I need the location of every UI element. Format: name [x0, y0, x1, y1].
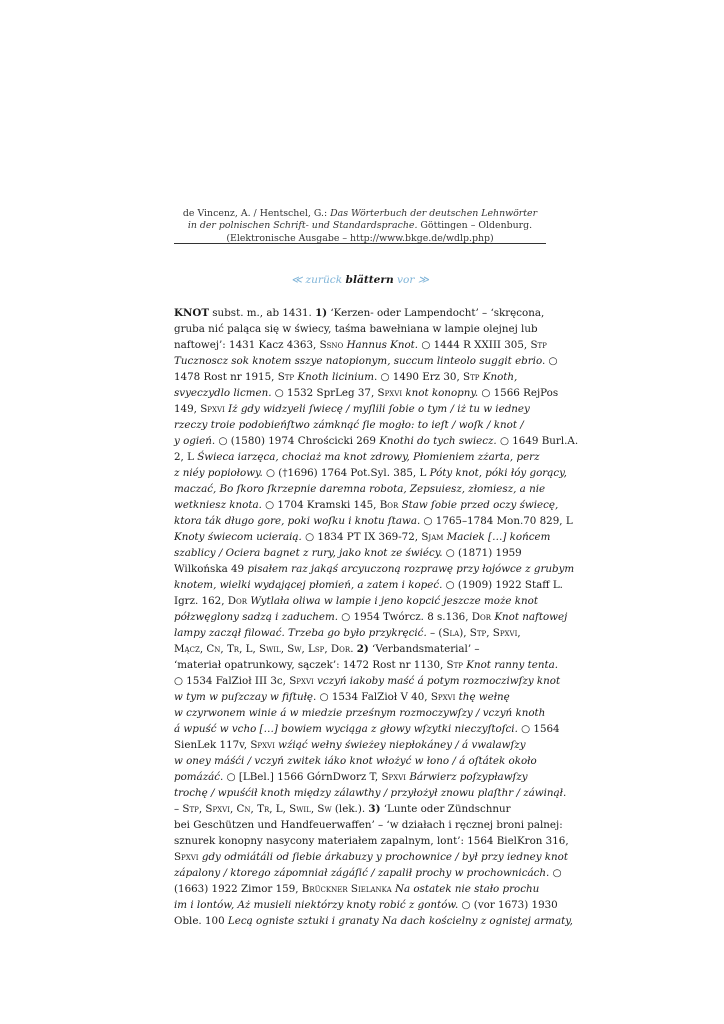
- source-abbreviation: Sw: [287, 643, 302, 655]
- plain-text: ,: [310, 803, 318, 815]
- plain-text: ),: [459, 627, 470, 639]
- plain-text: ○ 1532 SprLeg 37,: [271, 387, 378, 399]
- quotation-text: knot konopny.: [405, 387, 479, 399]
- quotation-text: półzwęglony sadzą i zaduchem.: [174, 611, 339, 623]
- entry-line: [174, 737, 546, 753]
- quotation-text: Wytlała oliwa w lampie i jeno kopcić jeszcze może knot: [250, 595, 538, 607]
- quotation-text: y ogień.: [174, 435, 216, 447]
- plain-text: ,: [220, 643, 227, 655]
- plain-text: Igrz. 162,: [174, 595, 228, 607]
- entry-line: [174, 385, 559, 401]
- plain-text: ○: [549, 867, 562, 879]
- entry-line: [174, 417, 546, 433]
- plain-text: ○ 1704 Kramski 145,: [261, 499, 380, 511]
- quotation-text: lampy zaczął filować. Trzeba go było przykręcić.: [174, 627, 427, 639]
- entry-line: [174, 609, 568, 625]
- plain-text: ○ (vor 1673) 1930: [458, 899, 558, 911]
- source-abbreviation: Spxvi: [289, 675, 314, 687]
- plain-text: ○ (1580) 1974 Chrościcki 269: [215, 435, 380, 447]
- plain-text: sznurek konopny nasycony materiałem zapalnym, lont’: 1564 BielKron 316,: [174, 835, 569, 847]
- quotation-text: Knot naftowej: [494, 611, 568, 623]
- entry-line: [174, 881, 546, 897]
- source-abbreviation: Swil: [259, 643, 281, 655]
- entry-line: [174, 785, 567, 801]
- entry-line: [174, 337, 546, 353]
- source-abbreviation: Mącz: [174, 643, 200, 655]
- citation-title-part-2: in der polnischen Schrift- und Standardsprache.: [187, 220, 418, 232]
- source-abbreviation: Spxvi: [381, 771, 407, 783]
- entry-line: [174, 545, 546, 561]
- plain-text: ,: [198, 803, 206, 815]
- plain-text: ‘Lunte oder Zündschnur: [380, 803, 511, 815]
- citation-edition: (Elektronische Ausgabe – http://www.bkge.de/wdlp.php): [226, 232, 494, 244]
- plain-text: ,: [324, 643, 331, 655]
- entry-line: [174, 353, 558, 369]
- quotation-text: w oney máśći / vczyń zwitek iáko knot włożyć w łono / á oſtátek około: [174, 755, 537, 767]
- entry-line: [174, 465, 567, 481]
- source-abbreviation: Bor: [379, 499, 399, 511]
- entry-line: [174, 481, 546, 497]
- entry-line: [174, 817, 563, 833]
- source-abbreviation: Spxvi: [200, 403, 225, 415]
- citation-publisher: Göttingen – Oldenburg.: [417, 220, 533, 232]
- source-abbreviation: Stp: [182, 803, 199, 815]
- plain-text: ,: [280, 643, 288, 655]
- quotation-text: pomázáć.: [174, 771, 224, 783]
- quotation-text: wetkniesz knota.: [174, 499, 262, 511]
- entry-line: [174, 497, 559, 513]
- entry-line: [174, 369, 546, 385]
- quotation-text: szablicy / Ociera bagnet z rury, jako knot ze świécy.: [174, 547, 443, 559]
- entry-line: [174, 849, 569, 865]
- quotation-text: Świeca iarzęca, chociaż ma knot zdrowy, Płomieniem zżarta, perz: [197, 451, 540, 463]
- entry-line: [174, 561, 575, 577]
- quotation-text: thę wełnę: [458, 691, 510, 703]
- source-abbreviation: Spxvi: [174, 851, 199, 863]
- quotation-text: Iż gdy widzyeli ſwiecę / myſlili ſobie o tym / iż tu w iedney: [228, 403, 530, 415]
- source-abbreviation: Spxvi: [492, 627, 518, 639]
- source-abbreviation: Stp: [530, 339, 547, 351]
- quotation-text: trochę / wpuśćił knoth między zálawthy / przyłożył znowu plaſthr / záwinął.: [174, 787, 567, 799]
- plain-text: ○ 1954 Twórcz. 8 s.136,: [338, 611, 472, 623]
- entry-line: [174, 401, 546, 417]
- source-abbreviation: Cn: [236, 803, 251, 815]
- quotation-text: Staw ſobie przed oczy świecę,: [401, 499, 559, 511]
- plain-text: .: [350, 643, 357, 655]
- plain-text: ,: [199, 643, 207, 655]
- source-abbreviation: Spxvi: [205, 803, 230, 815]
- source-abbreviation: Tr: [257, 803, 270, 815]
- entry-line: [174, 625, 546, 641]
- quotation-text: Knothi do tych swiecz.: [379, 435, 497, 447]
- plain-text: ○ 1534 FalZioł III 3c,: [174, 675, 290, 687]
- citation-title-part-1: Das Wörterbuch der deutschen Lehnwörter: [330, 208, 538, 219]
- plain-text: ○ 1444 R XXIII 305,: [418, 339, 531, 351]
- quotation-text: gdy odmiátáli od ſiebie árkabuzy y prochownice / był przy iedney knot: [201, 851, 569, 863]
- forward-link[interactable]: vor ≫: [397, 274, 429, 286]
- plain-text: 2, L: [174, 451, 198, 463]
- plain-text: ○ 1534 FalZioł V 40,: [316, 691, 431, 703]
- bold-text: 2): [356, 643, 369, 655]
- plain-text: bei Geschützen und Handfeuerwaffen’ – ‘w działach i ręcznej broni palnej:: [174, 819, 563, 831]
- quotation-text: Na ostatek nie stało prochu: [394, 883, 540, 895]
- entry-line: [174, 513, 573, 529]
- quotation-text: rzeczy troie podobieńſtwo zámknąć ſie mogło: to ieſt / woſk / knot /: [174, 419, 524, 431]
- source-abbreviation: Stp: [469, 627, 487, 639]
- header-divider: [174, 243, 546, 244]
- citation-line-1: [174, 208, 546, 220]
- entry-line: [174, 673, 561, 689]
- plain-text: 149,: [174, 403, 201, 415]
- entry-line: [174, 657, 559, 673]
- quotation-text: knotem, wielki wydającej płomień, a zatem i kopeć.: [174, 579, 443, 591]
- quotation-text: pisałem raz jakąś arcyuczoną rozprawę przy łojówce z grubym: [247, 563, 575, 575]
- page-navigation: [174, 274, 546, 286]
- entry-line: [174, 753, 546, 769]
- entry-line: [174, 449, 546, 465]
- entry-line: [174, 529, 551, 545]
- source-abbreviation: Spxvi: [430, 691, 456, 703]
- source-abbreviation: Dor: [330, 643, 351, 655]
- quotation-text: á wpuść w vcho […] bowiem wyciąga z głowy wſzytki nieczyſtoſci.: [174, 723, 518, 735]
- plain-text: –: [174, 803, 183, 815]
- plain-text: gruba nić paląca się w świecy, taśma bawełniana w lampie olejnej lub: [174, 323, 538, 335]
- plain-text: ○ 1649 Burl.A.: [496, 435, 579, 447]
- source-abbreviation: Dor: [227, 595, 248, 607]
- plain-text: ○: [545, 355, 558, 367]
- plain-text: ○ (1871) 1959: [442, 547, 522, 559]
- plain-text: ○ (†1696) 1764 Pot.Syl. 385, L: [262, 467, 430, 479]
- quotation-text: im i lontów, Aż musieli niektórzy knoty robić z gontów.: [174, 899, 459, 911]
- entry-line: [174, 593, 546, 609]
- plain-text: ,: [301, 643, 309, 655]
- source-abbreviation: Sjam: [421, 531, 444, 543]
- plain-text: ,: [229, 803, 237, 815]
- dictionary-entry: [174, 305, 579, 929]
- plain-text: , L,: [239, 643, 260, 655]
- citation-line-2: [174, 220, 546, 232]
- plain-text: ,: [517, 627, 521, 639]
- quotation-text: Knoty świecom ucieraią.: [174, 531, 302, 543]
- source-abbreviation: Cn: [206, 643, 221, 655]
- plain-text: ○ 1834 PT IX 369-72,: [301, 531, 422, 543]
- quotation-text: w tym w puſzczay w fiſtułę.: [174, 691, 317, 703]
- plain-text: ○ 1765–1784 Mon.70 829, L: [420, 515, 573, 527]
- headword: KNOT: [174, 307, 209, 319]
- source-abbreviation: Sla: [442, 627, 460, 639]
- plain-text: , L,: [269, 803, 290, 815]
- entry-line: [174, 321, 546, 337]
- source-abbreviation: Stp: [446, 659, 463, 671]
- entry-line: [174, 305, 546, 321]
- entry-line: [174, 577, 563, 593]
- plain-text: ‘materiał opatrunkowy, sączek’: 1472 Rost nr 1130,: [174, 659, 447, 671]
- citation-authors: de Vincenz, A. / Hentschel, G.:: [182, 208, 331, 219]
- plain-text: Wilkońska 49: [174, 563, 248, 575]
- quotation-text: Tucznoscz sok knotem sszye natopionym, succum linteolo suggit ebrio.: [174, 355, 546, 367]
- entry-line: [174, 801, 546, 817]
- source-abbreviation: Tr: [226, 643, 240, 655]
- quotation-text: Lecą ogniste sztuki i granaty Na dach kościelny z ognistej armaty,: [227, 915, 573, 927]
- source-abbreviation: Sw: [317, 803, 332, 815]
- entry-line: [174, 721, 560, 737]
- quotation-text: maczać, Bo ſkoro ſkrzepnie daremna robota, Zepsuiesz, złomiesz, a nie: [174, 483, 546, 495]
- quotation-text: Póty knot, póki łóy gorący,: [429, 467, 567, 479]
- entry-line: [174, 641, 546, 657]
- quotation-text: Knoth licinium.: [297, 371, 378, 383]
- plain-text: naftowej’: 1431 Kacz 4363,: [174, 339, 320, 351]
- quotation-text: w czyrwonem winie á w miedzie prześnym rozmoczywſzy / vczyń knoth: [174, 707, 546, 719]
- quotation-text: Knot ranny tenta.: [466, 659, 559, 671]
- bold-text: 1): [315, 307, 328, 319]
- source-abbreviation: Ssno: [319, 339, 344, 351]
- quotation-text: z niéy popiołowy.: [174, 467, 263, 479]
- quotation-text: Knoth,: [482, 371, 518, 383]
- plain-text: ,: [486, 627, 493, 639]
- plain-text: – (: [426, 627, 443, 639]
- plain-text: SienLek 117v,: [174, 739, 251, 751]
- quotation-text: wźiąć wełny świeżey niepłokáney / á vwalawſzy: [278, 739, 526, 751]
- plain-text: ○ 1566 RejPos: [478, 387, 559, 399]
- source-abbreviation: Stp: [277, 371, 295, 383]
- source-abbreviation: Swil: [289, 803, 311, 815]
- entry-line: [174, 897, 558, 913]
- quotation-text: Bárwierz poſzypławſzy: [409, 771, 528, 783]
- plain-text: subst. m., ab 1431.: [209, 307, 316, 319]
- plain-text: ○ 1490 Erz 30,: [377, 371, 464, 383]
- source-abbreviation: Stp: [463, 371, 480, 383]
- source-abbreviation: Brückner Sielanka: [301, 883, 392, 895]
- plain-text: ‘Verbandsmaterial’ –: [368, 643, 480, 655]
- plain-text: (lek.).: [331, 803, 369, 815]
- entry-line: [174, 769, 546, 785]
- bold-text: 3): [368, 803, 381, 815]
- entry-line: [174, 865, 562, 881]
- source-abbreviation: Dor: [471, 611, 492, 623]
- quotation-text: vczyń iakoby maść á potym rozmocziwſzy knot: [317, 675, 561, 687]
- source-abbreviation: Spxvi: [377, 387, 403, 399]
- plain-text: ○ [LBel.] 1566 GórnDworz T,: [223, 771, 382, 783]
- plain-text: ○ (1909) 1922 Staff L.: [442, 579, 563, 591]
- browse-label: blättern: [345, 274, 394, 286]
- plain-text: ○ 1564: [517, 723, 560, 735]
- plain-text: Oble. 100: [174, 915, 228, 927]
- source-abbreviation: Lsp: [308, 643, 325, 655]
- plain-text: ‘Kerzen- oder Lampendocht’ – ‘skręcona,: [327, 307, 545, 319]
- source-abbreviation: Spxvi: [250, 739, 275, 751]
- quotation-text: ktora ták długo gore, poki woſku i knotu ſtawa.: [174, 515, 421, 527]
- quotation-text: Hannus Knot.: [346, 339, 419, 351]
- entry-line: [174, 833, 569, 849]
- quotation-text: Maciek […] końcem: [446, 531, 551, 543]
- page-header: [174, 208, 546, 245]
- plain-text: (1663) 1922 Zimor 159,: [174, 883, 302, 895]
- plain-text: ,: [250, 803, 258, 815]
- quotation-text: zápalony / ktorego zápomniał zágáſić / zapalił prochy w prochownicách.: [174, 867, 550, 879]
- entry-line: [174, 913, 573, 929]
- plain-text: 1478 Rost nr 1915,: [174, 371, 278, 383]
- entry-line: [174, 433, 579, 449]
- back-link[interactable]: ≪ zurück: [291, 274, 343, 286]
- entry-line: [174, 689, 546, 705]
- quotation-text: svyeczydlo licmen.: [174, 387, 272, 399]
- entry-line: [174, 705, 546, 721]
